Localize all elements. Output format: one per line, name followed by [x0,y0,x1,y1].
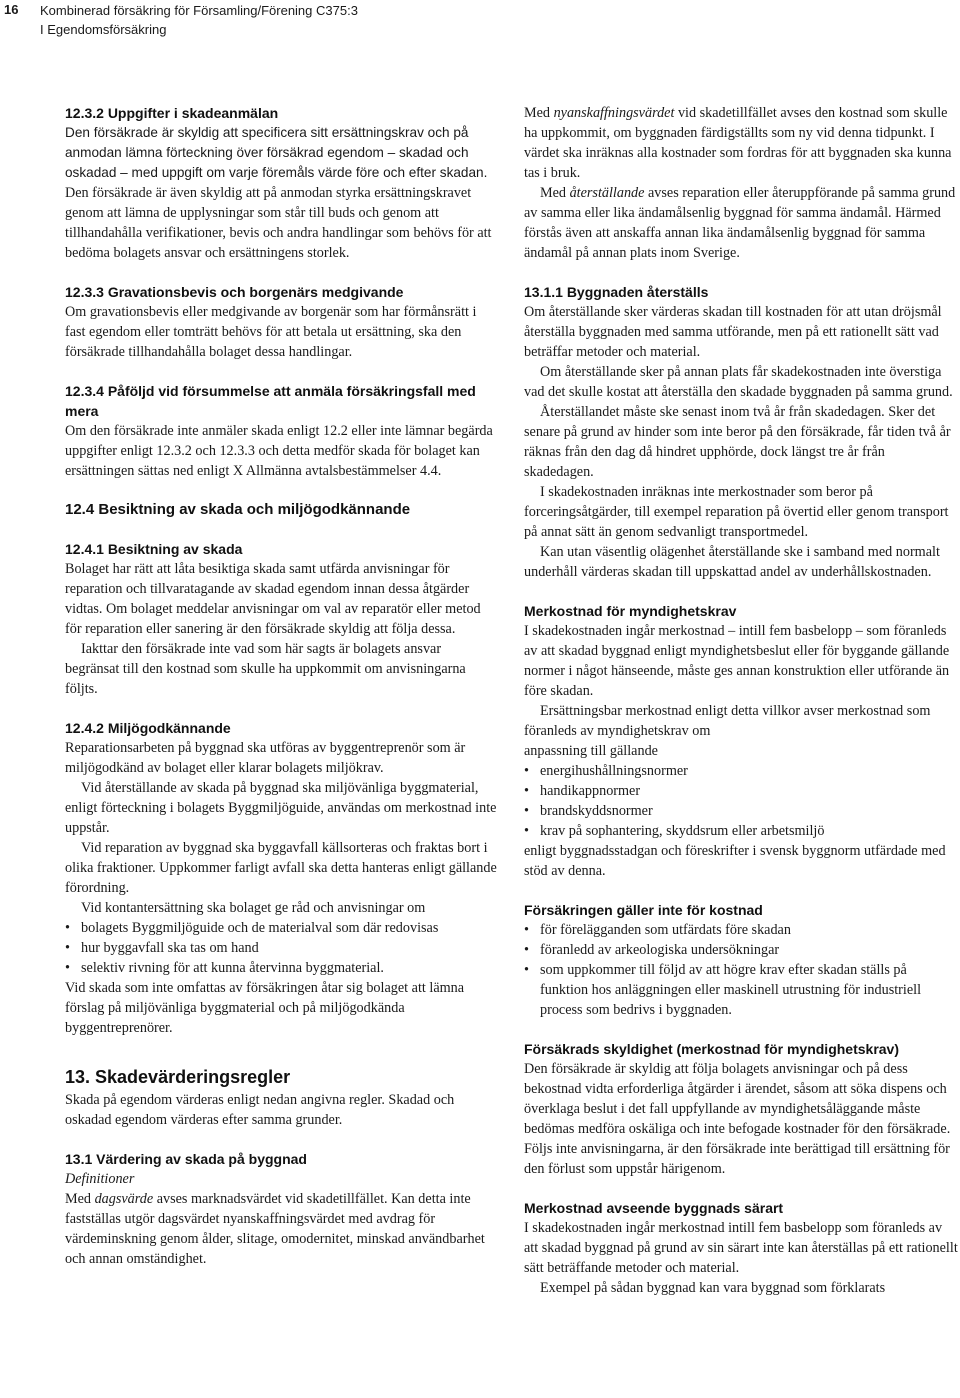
bullet-icon: • [524,803,529,819]
document-title [40,1,358,39]
section-heading: 12.4 Besiktning av skada och miljögodkännande [65,501,411,518]
paragraph: I skadekostnaden ingår merkostnad – intill fem basbelopp – som föranleds av att skadad byggnad enligt myndighetsbeslut eller för byggande gällande normer i något hänseende, måste ges annan konstruktion eller utförande än före skadan. [524,623,950,699]
list-item: • brandskyddsnormer [524,803,653,819]
section-galler-inte [524,900,958,1020]
term: nyanskaffningsvärdet [553,105,675,121]
right-column [524,103,958,1298]
section-heading: 12.3.4 Påföljd vid försummelse att anmäla försäkringsfall med mera [65,383,476,419]
list-item: • för förelägganden som utfärdats före skadan [524,922,791,938]
section-heading: Försäkrads skyldighet (merkostnad för myndighetskrav) [524,1041,899,1057]
section-12-4 [65,500,497,520]
document-title-line2: I Egendomsförsäkring [40,22,167,37]
section-13-1-1 [524,282,958,582]
bullet-icon: • [524,823,529,839]
paragraph: Bolaget har rätt att låta besiktiga skada samt utfärda anvisningar för reparation och tillvaratagande av skadad egendom innan dessa åtgärder vidtas. Om bolaget meddelar anvisningar om val av reparatör eller metod för reparation eller sanering är den försäkrade skyldig att följa dessa. [65,561,481,637]
section-byggnads-sarart [524,1198,958,1298]
paragraph: Reparationsarbeten på byggnad ska utföras av byggentreprenör som är miljögodkänd av bolaget eller klarar bolagets miljökrav. [65,740,466,776]
paragraph: Vid skada som inte omfattas av försäkringen åtar sig bolaget att lämna förslag på miljövänliga byggmaterial och på miljögodkända byggentreprenörer. [65,980,465,1036]
page-header [0,0,960,40]
paragraph: Om gravationsbevis eller medgivande av borgenär som har förmånsrätt i fast egendom eller tomträtt behövs för att betala ut ersättning, ska den försäkrade tillhandahålla bolaget dessa handlingar. [65,304,477,360]
bullet-icon: • [524,922,529,938]
section-13 [65,1066,497,1130]
paragraph: Om återställande sker värderas skadan till kostnaden för att utan dröjsmål återställa byggnaden med samma utförande, men på ett rationellt sätt vad beträffar metoder och material. [524,304,942,360]
term: dagsvärde [94,1191,154,1207]
bullet-icon: • [524,783,529,799]
section-heading: 12.3.3 Gravationsbevis och borgenärs medgivande [65,284,404,300]
bullet-icon: • [524,763,529,779]
section-heading: 12.4.2 Miljögodkännande [65,720,231,736]
paragraph: I skadekostnaden inräknas inte merkostnader som beror på forceringsåtgärder, till exempel reparation på övertid eller genom transport på annat sätt än genom sedvanligt transportmedel. [524,484,949,540]
paragraph: Med dagsvärde avses marknadsvärdet vid skadetillfället. Kan detta inte fastställas utgör dagsvärdet nyanskaffningsvärdet med avdrag för värdeminskning genom ålder, slitage, omodernitet, minskad användbarhet och annan omständighet. [65,1191,485,1267]
section-heading: Merkostnad avseende byggnads särart [524,1200,784,1216]
chapter-heading: 13. Skadevärderingsregler [65,1067,291,1087]
list-item: • krav på sophantering, skyddsrum eller arbetsmiljö [524,823,825,839]
paragraph: Exempel på sådan byggnad kan vara byggnad som förklarats [540,1280,886,1296]
paragraph: I skadekostnaden ingår merkostnad intill fem basbelopp som föranleds av att skadad byggnad på grund av sin särart inte kan återställas på ett rationellt sätt beträffande metoder och material. [524,1220,958,1276]
paragraph-rest: Den försäkrade är även skyldig att på anmodan styrka ersättningskravet genom att lämna de upplysningar som står till buds och genom att tillhandahålla verifikationer, bevis och andra handlingar som behövs för att bedöma bolagets ansvar och ersättningens storlek. [65,185,492,261]
term: återställande [569,185,645,201]
left-column [65,103,497,1269]
list-item: • selektiv rivning för att kunna återvinna byggmaterial. [65,960,384,976]
list-item: • hur byggavfall ska tas om hand [65,940,259,956]
paragraph: Återställandet måste ske senast inom två år från skadedagen. Sker det senare på grund av hinder som inte beror på den försäkrade, får tiden två år räknas från den dag då hindret upphörde, dock längst tre år från skadedagen. [524,404,951,480]
list-item: • som uppkommer till följd av att högre krav efter skadan ställs på funktion hos anläggningen eller maskinell utrustning för industriell process som bedrivs i byggnaden. [524,962,922,1018]
paragraph [65,123,497,263]
paragraph: Den försäkrade är skyldig att följa bolagets anvisningar och på dess bekostnad vidta erforderliga åtgärder i ärendet, såsom att söka dispens och överklaga beslut i det fall uppfyllande av myndighetsåläggande måste bedömas medföra oskäliga och inte befogade kostnader för den försäkrade. Följs inte anvisningarna, är den försäkrade inte berättigad till ersättning för den förlust som uppstår härigenom. [524,1061,951,1177]
bullet-list [524,761,958,841]
section-heading: 12.3.2 Uppgifter i skadeanmälan [65,105,279,121]
paragraph: Iakttar den försäkrade inte vad som här sagts är bolagets ansvar begränsat till den kostnad som skulle ha uppkommit om anvisningarna följts. [65,641,466,697]
document-title-line1: Kombinerad försäkring för Församling/Förening C375:3 [40,3,358,18]
list-item: • energihushållningsnormer [524,763,688,779]
section-12-4-2 [65,718,497,1038]
paragraph: Ersättningsbar merkostnad enligt detta villkor avser merkostnad som föranleds av myndighetskrav om [524,703,931,739]
bullet-list [65,918,497,978]
section-heading: Försäkringen gäller inte för kostnad [524,902,763,918]
list-item: • bolagets Byggmiljöguide och de materialval som där redovisas [65,920,439,936]
subheading: Definitioner [65,1171,135,1187]
list-item: • handikappnormer [524,783,641,799]
paragraph: anpassning till gällande [524,743,658,759]
paragraph: Skada på egendom värderas enligt nedan angivna regler. Skadad och oskadad egendom värderas efter samma grunder. [65,1092,455,1128]
list-item: • föranledd av arkeologiska undersökningar [524,942,780,958]
section-12-4-1 [65,539,497,699]
bullet-icon: • [65,940,70,956]
bullet-icon: • [524,942,529,958]
paragraph: Vid kontantersättning ska bolaget ge råd och anvisningar om [81,900,426,916]
paragraph: Om återställande sker på annan plats får skadekostnaden inte överstiga vad det skulle kostat att återställa den skadade byggnaden på samma grund. [524,364,953,400]
section-heading: 13.1 Värdering av skada på byggnad [65,1151,307,1167]
section-forsakrads-skyldighet [524,1039,958,1179]
section-13-1 [65,1149,497,1269]
section-heading: 13.1.1 Byggnaden återställs [524,284,709,300]
paragraph: Med nyanskaffningsvärdet vid skadetillfället avses den kostnad som skulle ha uppkommit, om byggnaden färdigställts som ny vid denna tidpunkt. I värdet ska inräknas alla kostnader som fordras för att byggnaden ska kunna tas i bruk. [524,105,952,181]
section-12-3-4 [65,381,497,481]
section-heading: 12.4.1 Besiktning av skada [65,541,243,557]
section-merkostnad-myndighetskrav [524,601,958,881]
bullet-icon: • [65,960,70,976]
section-12-3-2 [65,103,497,263]
paragraph: Om den försäkrade inte anmäler skada enligt 12.2 eller inte lämnar begärda uppgifter enligt 12.3.2 och 12.3.3 och detta medför skada för bolaget kan ersättningen sättas ned enligt X Allmänna avtalsbestämmelser 4.4. [65,423,493,479]
definitions-continued [524,103,958,263]
section-heading: Merkostnad för myndighetskrav [524,603,737,619]
section-12-3-3 [65,282,497,362]
bullet-icon: • [65,920,70,936]
bullet-icon: • [524,962,529,978]
paragraph: Med återställande avses reparation eller återuppförande på samma grund av samma eller lika ändamålsenlig byggnad för samma ändamål. Härmed förstås även att anskaffa annan lika ändamålsenlig byggnad för samma ändamål på annan plats inom Sverige. [524,185,956,261]
bullet-list [524,920,958,1020]
page-number: 16 [4,2,19,17]
paragraph: Kan utan väsentlig olägenhet återställande ske i samband med normalt underhåll värderas skadan till uppskattad andel av underhållskostnaden. [524,544,940,580]
paragraph: Vid reparation av byggnad ska byggavfall källsorteras och fraktas bort i olika fraktioner. Uppkommer farligt avfall ska detta hanteras enligt gällande förordning. [65,840,497,896]
paragraph: enligt byggnadsstadgan och föreskrifter i svensk byggnorm utfärdade med stöd av denna. [524,843,946,879]
paragraph-lead: Den försäkrade är skyldig att specificera sitt ersättningskrav och på anmodan lämna förteckning över försäkrad egendom – skadad och oskadad – med uppgift om varje föremåls värde före och efter skadan. [65,125,488,180]
paragraph: Vid återställande av skada på byggnad ska miljövänliga byggmaterial, enligt förteckning i bolagets Byggmiljöguide, användas om merkostnad inte uppstår. [65,780,497,836]
